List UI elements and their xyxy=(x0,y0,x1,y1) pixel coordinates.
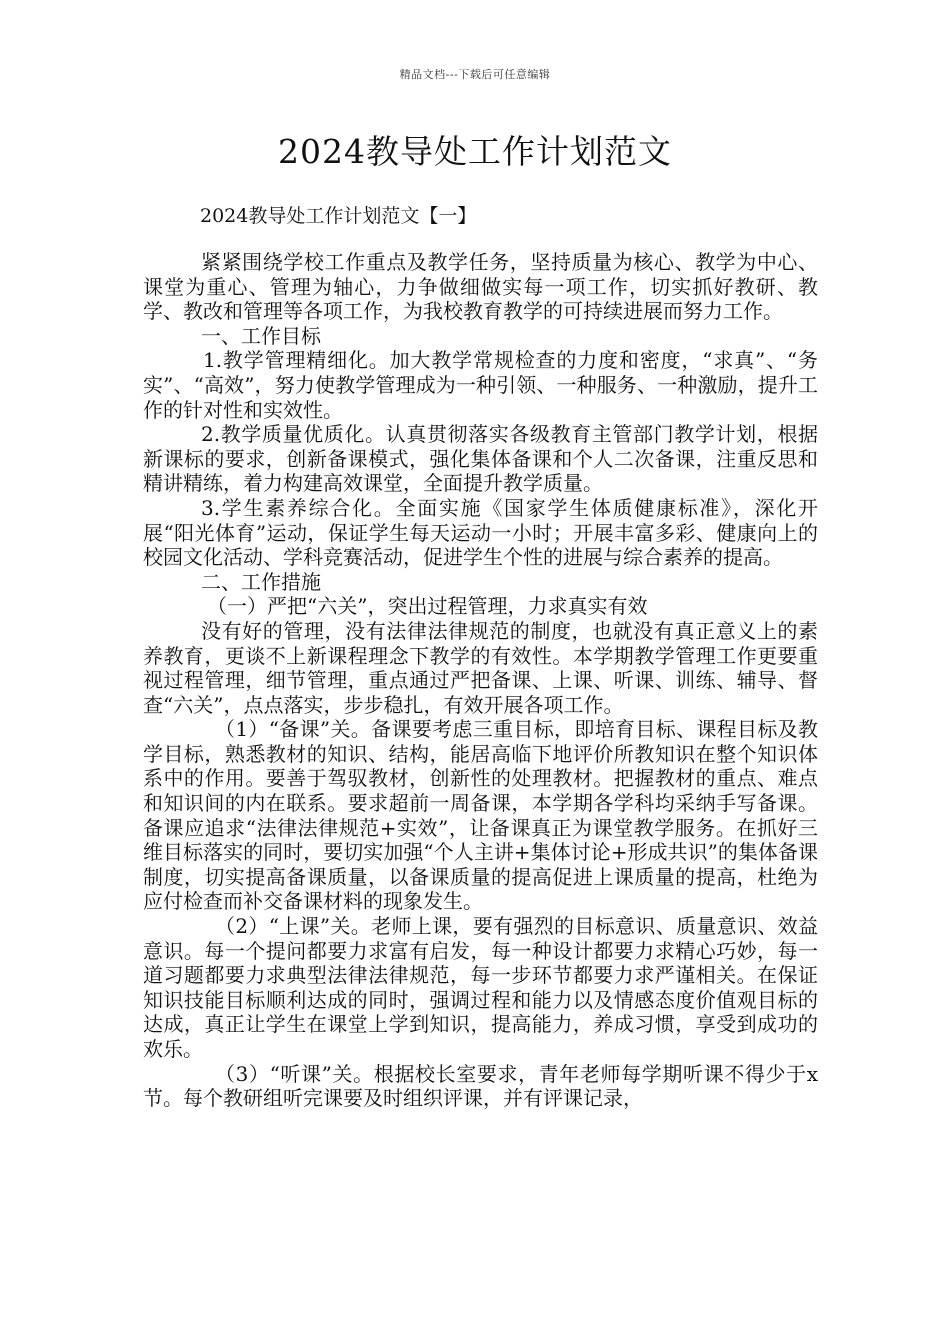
document-title: 2024教导处工作计划范文 xyxy=(278,132,672,171)
observation-paragraph: （3）“听课”关。根据校长室要求，青年老师每学期听课不得少于x节。每个教研组听完课要及时组织评课，并有评课记录， xyxy=(143,1061,818,1111)
lesson-prep-paragraph: （1）“备课”关。备课要考虑三重目标，即培育目标、课程目标及教学目标，熟悉教材的知识、结构，能居高临下地评价所教知识在整个知识体系中的作用。要善于驾驭教材，创新性的处理教材。把握教材的重点、难点和知识间的内在联系。要求超前一周备课，本学期各学科均采纳手写备课。备课应追求“法律法律规范+实效”，让备课真正为课堂教学服务。在抓好三维目标落实的同时，要切实加强“个人主讲+集体讨论+形成共识”的集体备课制度，切实提高备课质量，以备课质量的提高促进上课质量的提高，杜绝为应付检查而补交备课材料的现象发生。 xyxy=(143,717,818,914)
section-subtitle: 2024教导处工作计划范文【一】 xyxy=(200,205,477,227)
heading-work-goals: 一、工作目标 xyxy=(201,323,321,348)
heading-work-measures: 二、工作措施 xyxy=(201,569,321,594)
document-body xyxy=(143,250,818,1111)
intro-paragraph: 紧紧围绕学校工作重点及教学任务，坚持质量为核心、教学为中心、课堂为重心、管理为轴心，力争做细做实每一项工作，切实抓好教研、教学、教改和管理等各项工作，为我校教育教学的可持续进展而努力工作。 xyxy=(143,250,818,324)
goal-paragraph-2: 2.教学质量优质化。认真贯彻落实各级教育主管部门教学计划，根据新课标的要求，创新备课模式，强化集体备课和个人二次备课，注重反思和精讲精练，着力构建高效课堂，全面提升教学质量。 xyxy=(143,422,818,496)
header-note: 精品文档---下载后可任意编辑 xyxy=(399,68,551,81)
goal-paragraph-3: 3.学生素养综合化。全面实施《国家学生体质健康标准》，深化开展“阳光体育”运动，保证学生每天运动一小时；开展丰富多彩、健康向上的校园文化活动、学科竞赛活动，促进学生个性的进展与综合素养的提高。 xyxy=(143,495,818,570)
teaching-paragraph: （2）“上课”关。老师上课，要有强烈的目标意识、质量意识、效益意识。每一个提问都要力求富有启发，每一种设计都要力求精心巧妙，每一道习题都要力求典型法律法律规范，每一步环节都要力求严谨相关。在保证知识技能目标顺利达成的同时，强调过程和能力以及情感态度价值观目标的达成，真正让学生在课堂上学到知识，提高能力，养成习惯，享受到成功的欢乐。 xyxy=(143,914,818,1061)
goal-paragraph-1: 1.教学管理精细化。加大教学常规检查的力度和密度，“求真”、“务实”、“高效”，努力使教学管理成为一种引领、一种服务、一种激励，提升工作的针对性和实效性。 xyxy=(143,348,818,422)
measure-subheading-1: （一）严把“六关”，突出过程管理，力求真实有效 xyxy=(207,594,648,619)
measure-paragraph: 没有好的管理，没有法律法律规范的制度，也就没有真正意义上的素养教育，更谈不上新课程理念下教学的有效性。本学期教学管理工作更要重视过程管理，细节管理，重点通过严把备课、上课、听课、训练、辅导、督查“六关”，点点落实，步步稳扎，有效开展各项工作。 xyxy=(143,618,818,717)
